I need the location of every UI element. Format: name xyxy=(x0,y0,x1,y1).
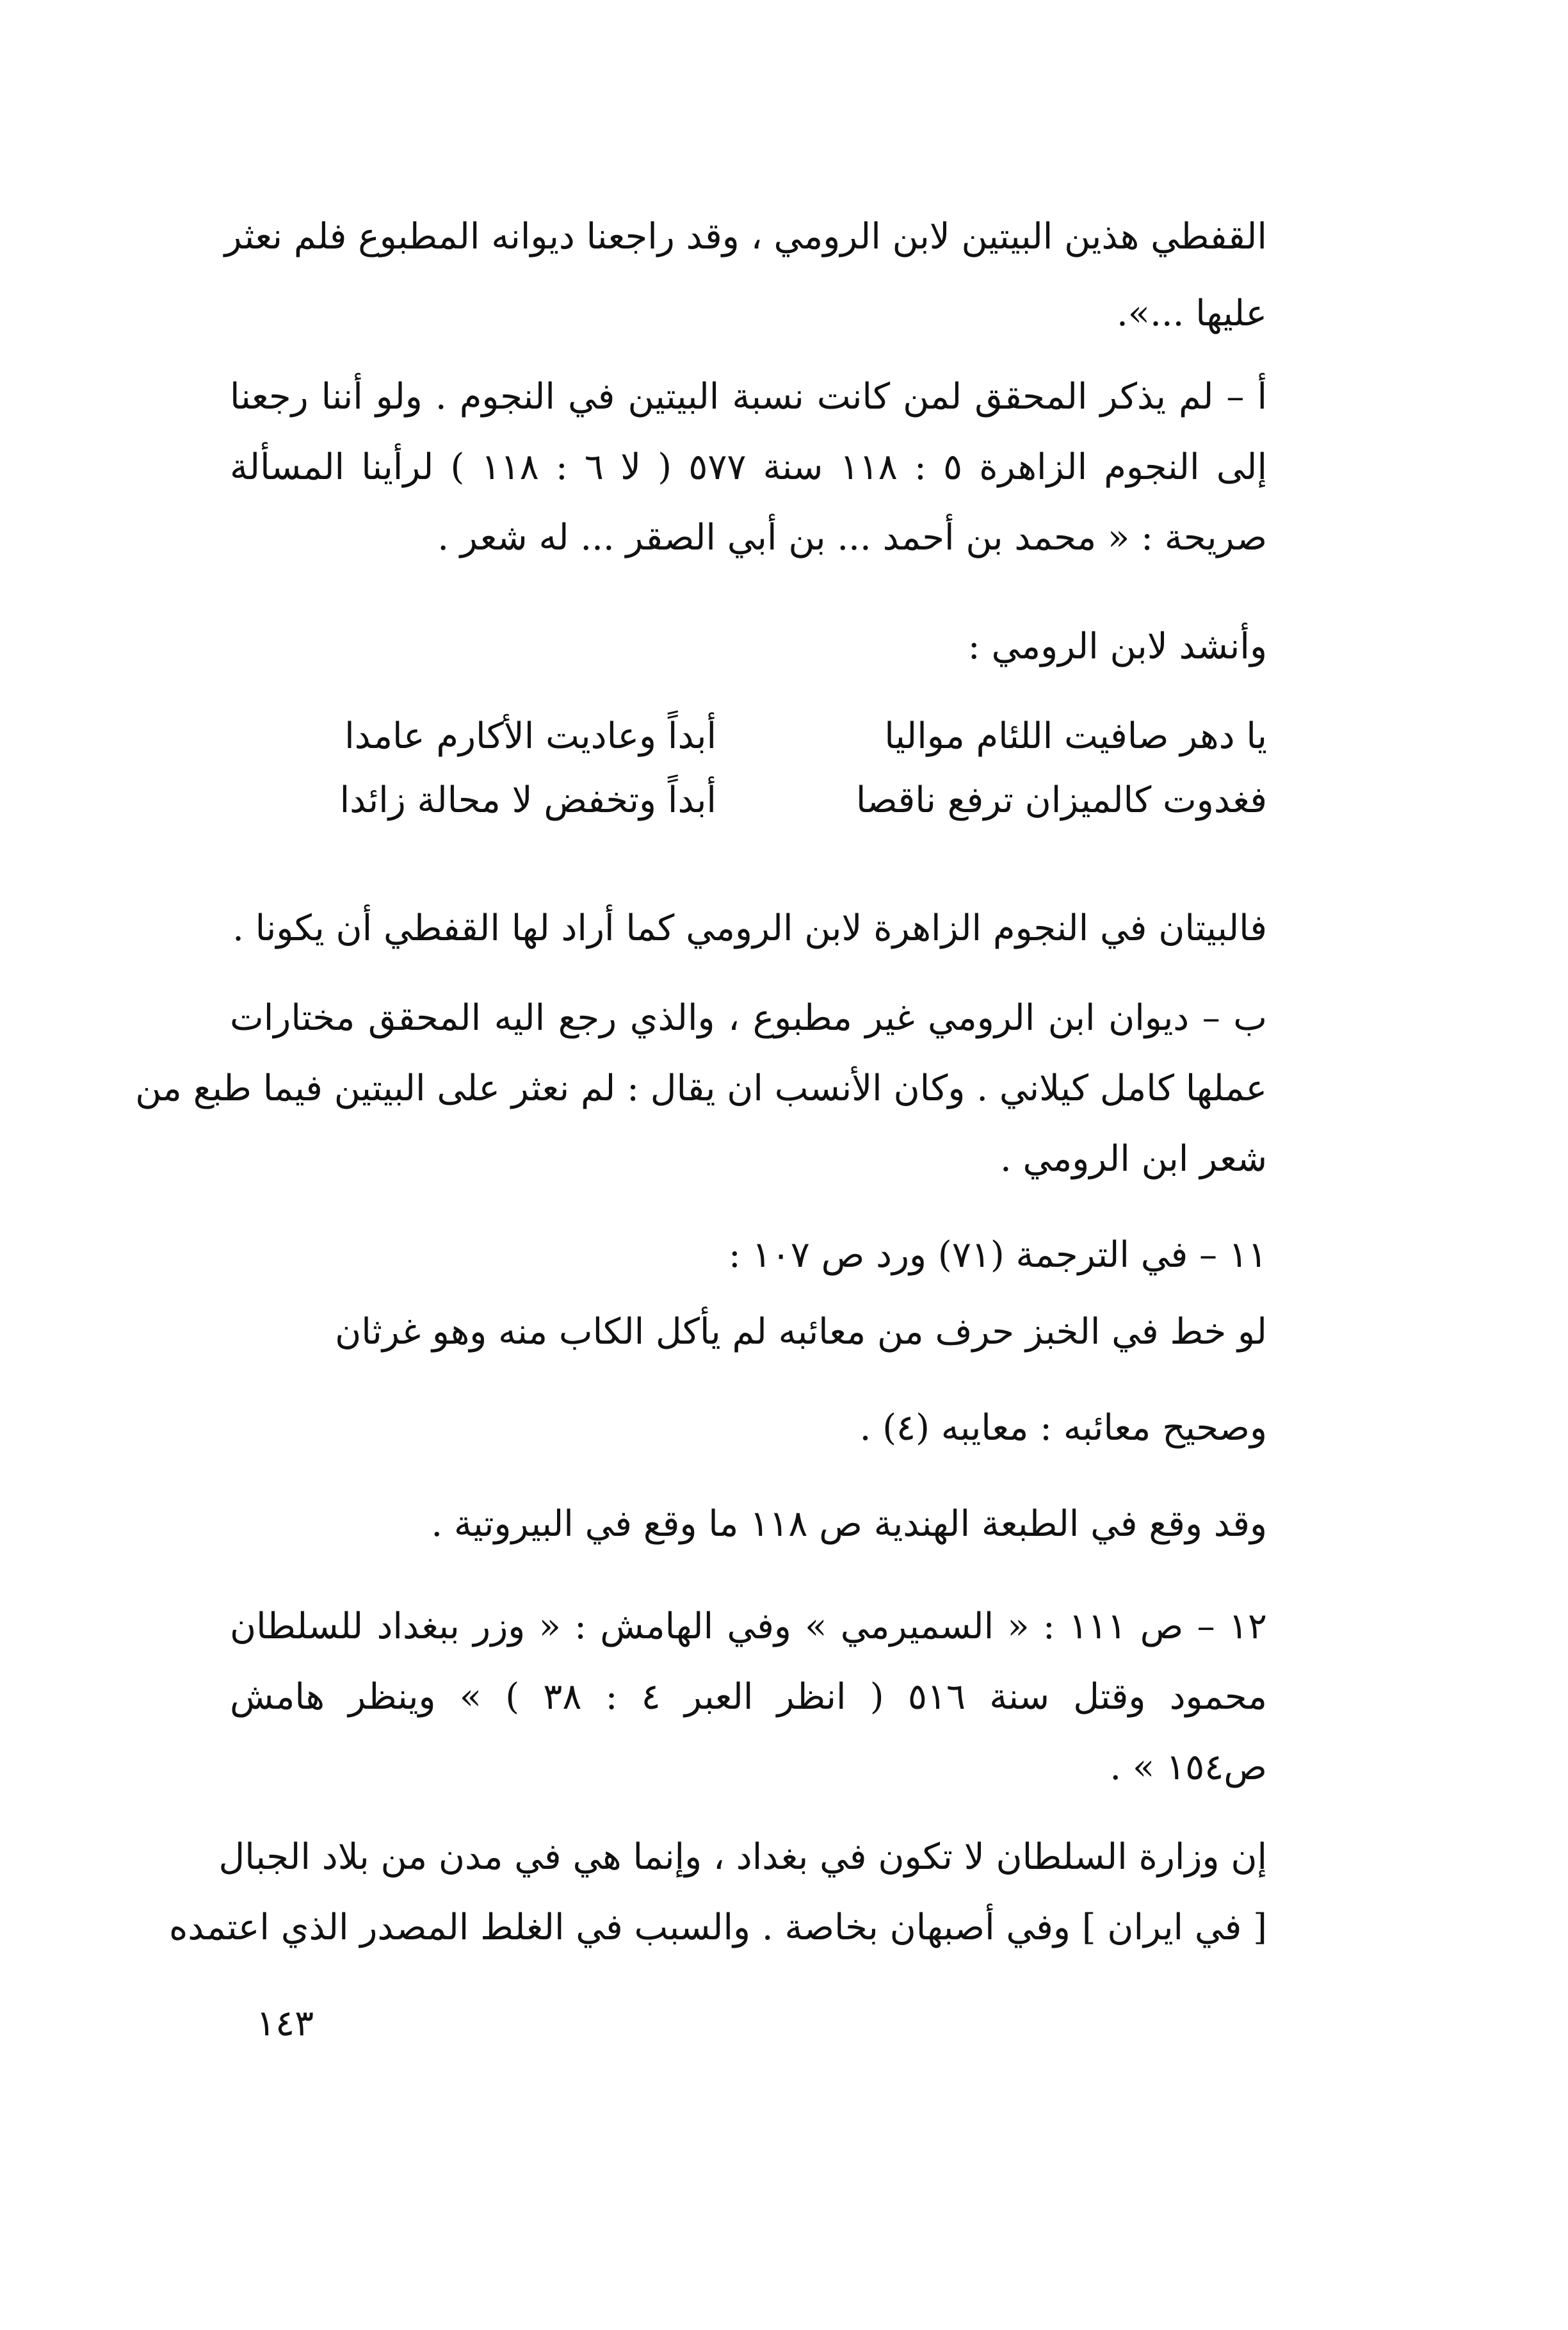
text-line: ب – ديوان ابن الرومي غير مطبوع ، والذي رجع اليه المحقق مختارات xyxy=(230,997,1267,1039)
text-line: القفطي هذين البيتين لابن الرومي ، وقد راجعنا ديوانه المطبوع فلم نعثر xyxy=(224,216,1267,257)
text-line: وأنشد لابن الرومي : xyxy=(967,626,1267,667)
text-line: أ – لم يذكر المحقق لمن كانت نسبة البيتين في النجوم . ولو أننا رجعنا xyxy=(230,376,1267,418)
text-line: صريحة : « محمد بن أحمد ... بن أبي الصقر ... له شعر . xyxy=(437,517,1267,558)
text-line: عليها ...». xyxy=(1117,293,1267,334)
text-line: [ في ايران ] وفي أصبهان بخاصة . والسبب في الغلط المصدر الذي اعتمده xyxy=(168,1907,1267,1948)
text-line: ١٢ – ص ١١١ : « السميرمي » وفي الهامش : « وزر ببغداد للسلطان xyxy=(230,1606,1267,1647)
verse-row xyxy=(230,775,1267,826)
page-number: ١٤٣ xyxy=(256,2003,314,2044)
verse-first-hemistich: فغدوت كالميزان ترفع ناقصا xyxy=(855,779,1267,821)
text-line: عملها كامل كيلاني . وكان الأنسب ان يقال : لم نعثر على البيتين فيما طبع من xyxy=(135,1068,1267,1109)
text-line: إلى النجوم الزاهرة ٥ : ١١٨ سنة ٥٧٧ ( لا ٦ : ١١٨ ) لرأينا المسألة xyxy=(230,446,1268,488)
verse-second-hemistich: أبداً وعاديت الأكارم عامدا xyxy=(344,715,716,757)
text-line: محمود وقتل سنة ٥١٦ ( انظر العبر ٤ : ٣٨ ) » وينظر هامش xyxy=(230,1676,1267,1718)
text-line: وصحيح معائبه : معايبه (٤) . xyxy=(859,1407,1267,1449)
verse-second-hemistich: أبداً وتخفض لا محالة زائدا xyxy=(339,779,716,821)
text-line: وقد وقع في الطبعة الهندية ص ١١٨ ما وقع في البيروتية . xyxy=(431,1503,1267,1545)
verse-first-hemistich: يا دهر صافيت اللئام مواليا xyxy=(884,715,1267,757)
text-line: ١١ – في الترجمة (٧١) ورد ص ١٠٧ : xyxy=(728,1234,1267,1276)
text-line: إن وزارة السلطان لا تكون في بغداد ، وإنما هي في مدن من بلاد الجبال xyxy=(218,1836,1267,1878)
text-line: لو خط في الخبز حرف من معائبه لم يأكل الكاب منه وهو غرثان xyxy=(335,1311,1267,1353)
text-line: فالبيتان في النجوم الزاهرة لابن الرومي كما أراد لها القفطي أن يكونا . xyxy=(232,908,1267,949)
text-line: ص١٥٤ » . xyxy=(1110,1747,1267,1788)
verse-row xyxy=(230,711,1267,762)
text-line: شعر ابن الرومي . xyxy=(999,1138,1267,1180)
